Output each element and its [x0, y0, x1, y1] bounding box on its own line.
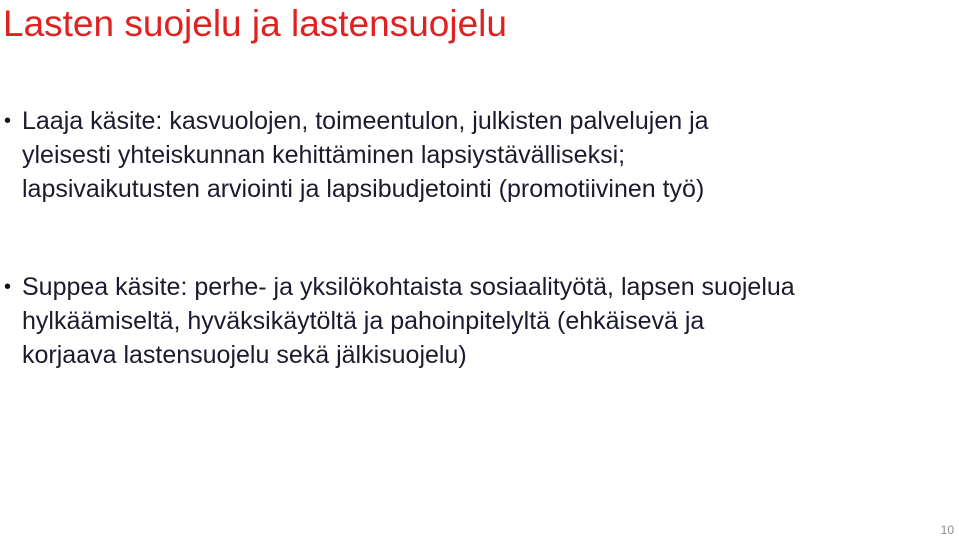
bullet-text: [22, 104, 952, 206]
bullet-line: Suppea käsite: perhe- ja yksilökohtaista sosiaalityötä, lapsen suojelua: [22, 273, 795, 301]
bullet-line: lapsivaikutusten arviointi ja lapsibudjetointi (promotiivinen työ): [22, 175, 705, 203]
bullet-line: korjaava lastensuojelu sekä jälkisuojelu): [22, 341, 467, 369]
bullet-text: [22, 270, 952, 372]
bullet-dot-icon: •: [4, 276, 12, 298]
bullet-line: yleisesti yhteiskunnan kehittäminen lapsiystävälliseksi;: [22, 141, 626, 169]
bullet-line: hylkäämiseltä, hyväksikäytöltä ja pahoinpitelyltä (ehkäisevä ja: [22, 307, 705, 335]
bullet-line: Laaja käsite: kasvuolojen, toimeentulon, julkisten palvelujen ja: [22, 107, 709, 135]
bullet-dot-icon: •: [4, 110, 12, 132]
slide-title: Lasten suojelu ja lastensuojelu: [3, 3, 507, 44]
page-number: 10: [940, 523, 954, 537]
